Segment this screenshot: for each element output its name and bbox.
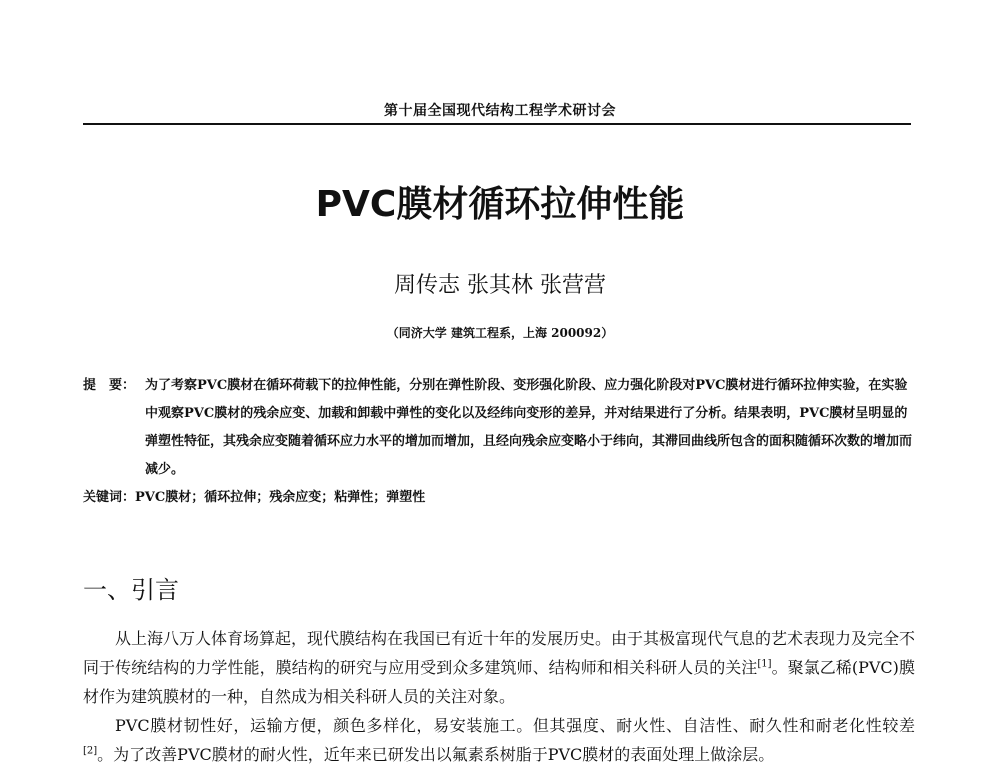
running-header: 第十届全国现代结构工程学术研讨会 <box>384 103 616 119</box>
citation-1[interactable]: [1] <box>757 658 772 670</box>
header-rule <box>83 123 911 125</box>
paper-title: PVC膜材循环拉伸性能 <box>315 184 685 225</box>
introduction-body <box>83 624 915 769</box>
abstract <box>83 372 913 484</box>
keywords <box>83 486 913 505</box>
keywords-label: 关键词： <box>83 490 136 505</box>
affiliation: （同济大学 建筑工程系，上海 200092） <box>386 326 614 340</box>
paragraph-2-text-end: 。为了改善PVC膜材的耐火性，近年来已研发出以氟素系树脂于PVC膜材的表面处理上做涂层。 <box>97 745 775 764</box>
section-heading-introduction: 一、引言 <box>83 576 179 604</box>
paragraph-2-text: PVC膜材韧性好，运输方便，颜色多样化，易安装施工。但其强度、耐火性、自洁性、耐久性和耐老化性较差 <box>115 716 915 735</box>
abstract-text: 为了考察PVC膜材在循环荷载下的拉伸性能，分别在弹性阶段、变形强化阶段、应力强化阶段对PVC膜材进行循环拉伸实验，在实验中观察PVC膜材的残余应变、加载和卸载中弹性的变化以及经纬向变形的差异，并对结果进行了分析。结果表明，PVC膜材呈明显的弹塑性特征，其残余应变随着循环应力水平的增加而增加，且经向残余应变略小于纬向，其滞回曲线所包含的面积随循环次数的增加而减少。 <box>145 378 913 477</box>
paragraph-1-text-end: 。聚氯乙稀(PVC)膜材作为建筑膜材的一种，自然成为相关科研人员的关注对象。 <box>83 658 915 706</box>
paragraph-1 <box>83 624 915 711</box>
keywords-text: PVC膜材；循环拉伸；残余应变；粘弹性；弹塑性 <box>135 490 426 505</box>
authors: 周传志 张其林 张营营 <box>394 273 606 298</box>
citation-2[interactable]: [2] <box>83 745 98 757</box>
paragraph-2 <box>83 711 915 769</box>
abstract-label: 提 要： <box>83 378 136 393</box>
paragraph-1-text: 从上海八万人体育场算起，现代膜结构在我国已有近十年的发展历史。由于其极富现代气息的艺术表现力及完全不同于传统结构的力学性能，膜结构的研究与应用受到众多建筑师、结构师和相关科研人员的关注 <box>83 629 916 677</box>
